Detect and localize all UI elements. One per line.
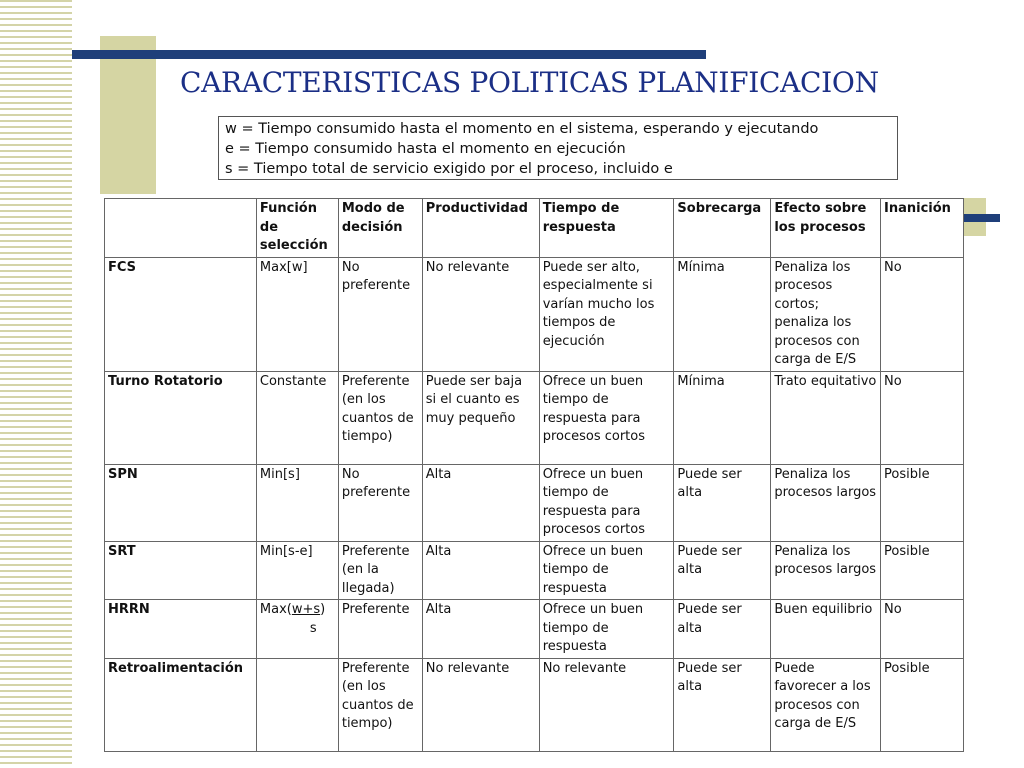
row-name: HRRN	[105, 600, 257, 659]
cell-productividad: No relevante	[422, 257, 539, 371]
olive-block-decoration	[100, 36, 156, 194]
legend-box	[218, 116, 898, 180]
cell-inanicion: Posible	[881, 658, 964, 751]
legend-line-s: s = Tiempo total de servicio exigido por el proceso, incluido e	[225, 161, 673, 177]
cell-funcion: Constante	[256, 371, 338, 464]
fraction-numerator: w+s	[291, 602, 321, 617]
cell-productividad: No relevante	[422, 658, 539, 751]
cell-inanicion: No	[881, 600, 964, 659]
funcion-prefix: Max(	[259, 602, 292, 617]
header-productividad: Productividad	[422, 199, 539, 258]
cell-efecto: Buen equilibrio	[771, 600, 881, 659]
cell-tiempo: Puede ser alto, especialmente si varían mucho los tiempos de ejecución	[539, 257, 674, 371]
cell-sobrecarga: Mínima	[674, 257, 771, 371]
cell-sobrecarga: Puede ser alta	[674, 600, 771, 659]
cell-modo: Preferente (en los cuantos de tiempo)	[338, 658, 422, 751]
table-header-row	[105, 199, 964, 258]
cell-productividad: Alta	[422, 464, 539, 541]
header-sobrecarga: Sobrecarga	[674, 199, 771, 258]
header-efecto: Efecto sobre los procesos	[771, 199, 881, 258]
cell-tiempo: Ofrece un buen tiempo de respuesta	[539, 600, 674, 659]
cell-inanicion: Posible	[881, 464, 964, 541]
cell-funcion: Min[s-e]	[256, 541, 338, 600]
row-name: FCS	[105, 257, 257, 371]
cell-inanicion: No	[881, 257, 964, 371]
right-bar-decoration	[964, 214, 1000, 222]
cell-funcion: Max[w]	[256, 257, 338, 371]
scheduling-table	[104, 198, 964, 752]
cell-tiempo: Ofrece un buen tiempo de respuesta para procesos cortos	[539, 464, 674, 541]
page-title: CARACTERISTICAS POLITICAS PLANIFICACION	[180, 66, 879, 99]
header-tiempo: Tiempo de respuesta	[539, 199, 674, 258]
header-inanicion: Inanición	[881, 199, 964, 258]
cell-tiempo: Ofrece un buen tiempo de respuesta para procesos cortos	[539, 371, 674, 464]
cell-efecto: Puede favorecer a los procesos con carga de E/S	[771, 658, 881, 751]
cell-sobrecarga: Mínima	[674, 371, 771, 464]
table-row	[105, 257, 964, 371]
row-name: Retroalimentación	[105, 658, 257, 751]
header-funcion: Función de selección	[256, 199, 338, 258]
top-bar-decoration	[72, 50, 706, 59]
table-row	[105, 464, 964, 541]
fraction	[292, 601, 320, 620]
cell-inanicion: Posible	[881, 541, 964, 600]
cell-productividad: Puede ser baja si el cuanto es muy pequeño	[422, 371, 539, 464]
cell-tiempo: No relevante	[539, 658, 674, 751]
cell-modo: No preferente	[338, 257, 422, 371]
cell-sobrecarga: Puede ser alta	[674, 541, 771, 600]
cell-modo: Preferente (en los cuantos de tiempo)	[338, 371, 422, 464]
cell-funcion	[256, 600, 338, 659]
cell-productividad: Alta	[422, 541, 539, 600]
table-row	[105, 600, 964, 659]
table-row	[105, 541, 964, 600]
table-row	[105, 658, 964, 751]
row-name: SPN	[105, 464, 257, 541]
cell-modo: No preferente	[338, 464, 422, 541]
cell-sobrecarga: Puede ser alta	[674, 658, 771, 751]
cell-funcion	[256, 658, 338, 751]
cell-funcion: Min[s]	[256, 464, 338, 541]
legend-line-e: e = Tiempo consumido hasta el momento en ejecución	[225, 141, 626, 157]
cell-efecto: Penaliza los procesos cortos; penaliza los procesos con carga de E/S	[771, 257, 881, 371]
row-name: Turno Rotatorio	[105, 371, 257, 464]
cell-inanicion: No	[881, 371, 964, 464]
funcion-suffix: )	[320, 602, 326, 617]
cell-tiempo: Ofrece un buen tiempo de respuesta	[539, 541, 674, 600]
header-empty	[105, 199, 257, 258]
cell-efecto: Penaliza los procesos largos	[771, 464, 881, 541]
cell-sobrecarga: Puede ser alta	[674, 464, 771, 541]
header-modo: Modo de decisión	[338, 199, 422, 258]
row-name: SRT	[105, 541, 257, 600]
table-row	[105, 371, 964, 464]
cell-efecto: Trato equitativo	[771, 371, 881, 464]
cell-productividad: Alta	[422, 600, 539, 659]
cell-modo: Preferente (en la llegada)	[338, 541, 422, 600]
cell-modo: Preferente	[338, 600, 422, 659]
left-stripe-decoration	[0, 0, 72, 768]
cell-efecto: Penaliza los procesos largos	[771, 541, 881, 600]
fraction-denominator: s	[309, 620, 317, 636]
legend-line-w: w = Tiempo consumido hasta el momento en el sistema, esperando y ejecutando	[225, 121, 819, 137]
